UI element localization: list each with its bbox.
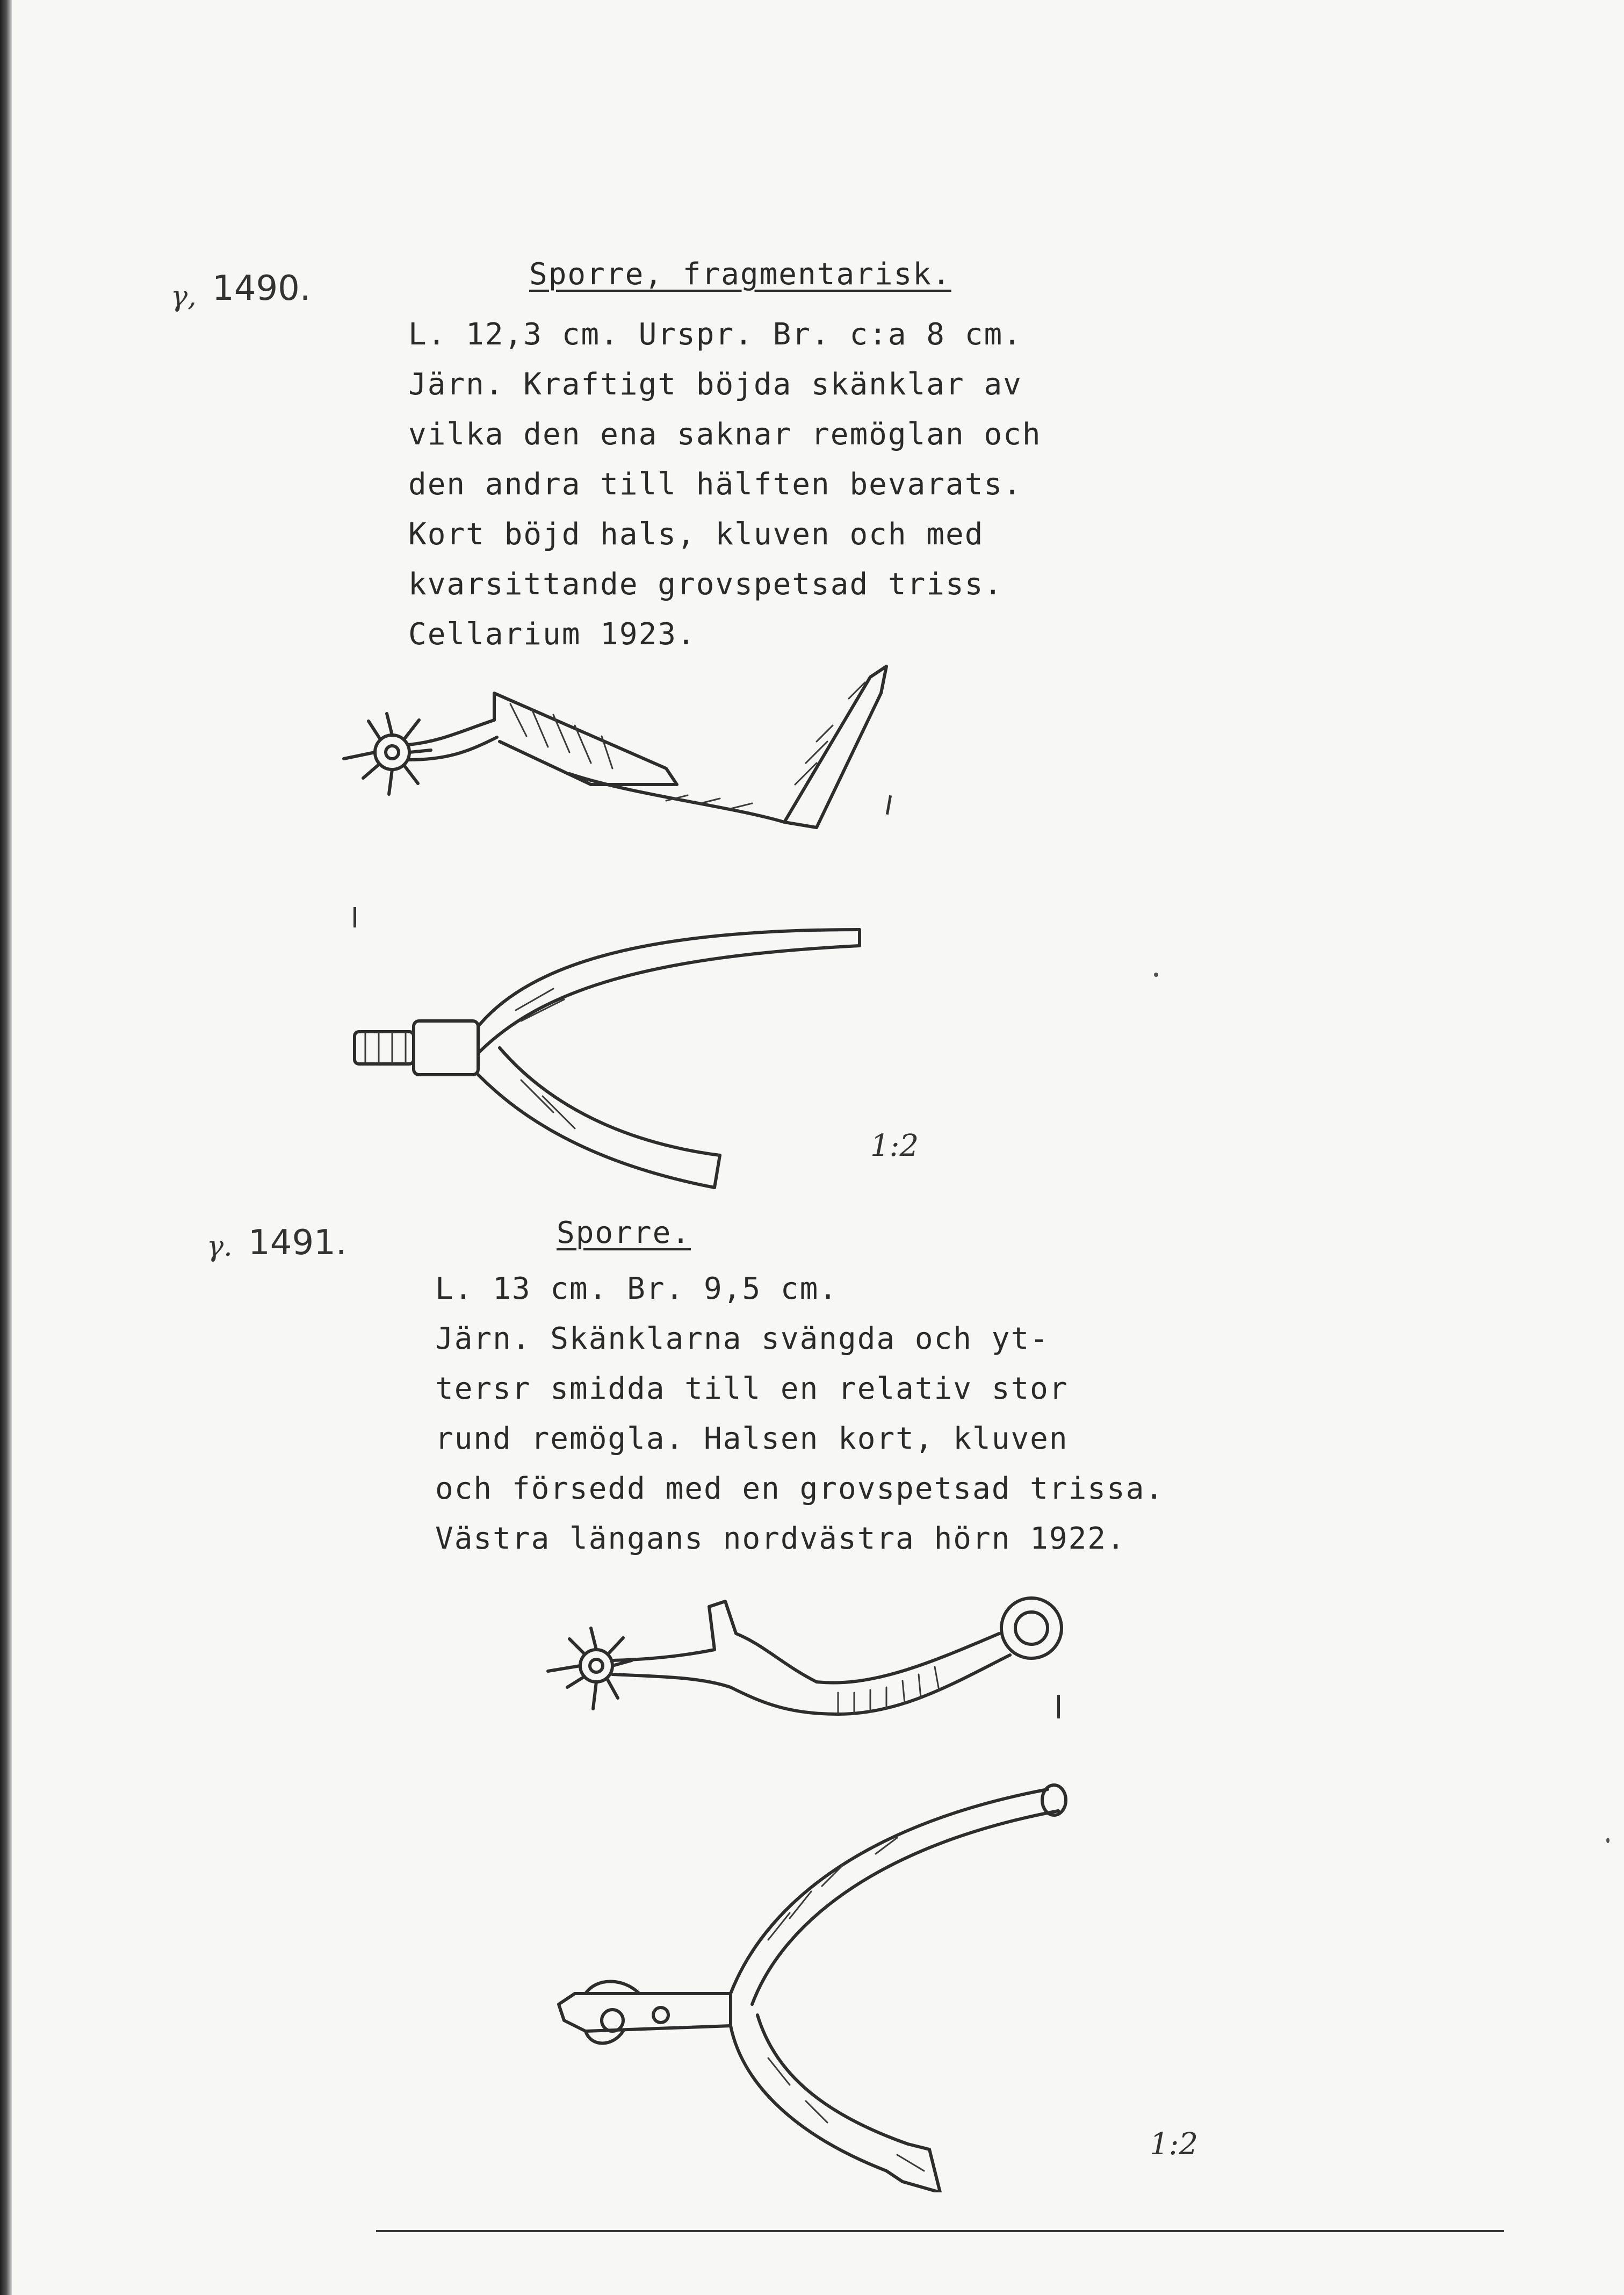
description-line: Järn. Kraftigt böjda skänklar av (408, 367, 1022, 402)
description-line: rund remögla. Halsen kort, kluven (435, 1421, 1069, 1456)
description-line: den andra till hälften bevarats. (408, 467, 1022, 502)
catalog-number-1491: 1491. (248, 1223, 347, 1263)
description-line: kvarsittande grovspetsad triss. (408, 567, 1004, 602)
paper-speck (1606, 1838, 1609, 1843)
description-line: Kort böjd hals, kluven och med (408, 517, 984, 552)
spur-1491-top-view-drawing (553, 1779, 1091, 2192)
description-line: L. 12,3 cm. Urspr. Br. c:a 8 cm. (408, 317, 1022, 352)
description-line: Järn. Skänklarna svängda och yt- (435, 1321, 1049, 1356)
drawing-annotation-tick (1057, 1695, 1060, 1718)
entry-description-1491 (435, 1264, 1164, 1564)
paper-speck (1154, 973, 1158, 977)
entry-title-1491: Sporre. (557, 1215, 691, 1250)
entry-title-1490: Sporre, fragmentarisk. (529, 257, 951, 292)
catalog-number-1490: 1490. (212, 269, 311, 308)
description-line: och försedd med en grovspetsad trissa. (435, 1471, 1165, 1506)
scale-label-1491: 1:2 (1150, 2127, 1199, 2162)
catalog-mark-1490: γ, (171, 280, 197, 313)
spur-1490-side-view-drawing (333, 645, 903, 860)
page-edge-shadow (0, 0, 12, 2295)
description-line: L. 13 cm. Br. 9,5 cm. (435, 1271, 839, 1306)
entry-description-1490 (408, 310, 1042, 659)
spur-1490-top-view-drawing (349, 913, 886, 1193)
page-bottom-rule (376, 2230, 1504, 2232)
scale-label-1490: 1:2 (870, 1128, 919, 1163)
spur-1491-side-view-drawing (537, 1585, 1074, 1746)
description-line: vilka den ena saknar remöglan och (408, 417, 1042, 452)
description-line: tersr smidda till en relativ stor (435, 1371, 1069, 1406)
description-line: Västra längans nordvästra hörn 1922. (435, 1521, 1126, 1556)
catalog-mark-1491: γ. (207, 1231, 233, 1263)
description-line: Cellarium 1923. (408, 617, 696, 652)
